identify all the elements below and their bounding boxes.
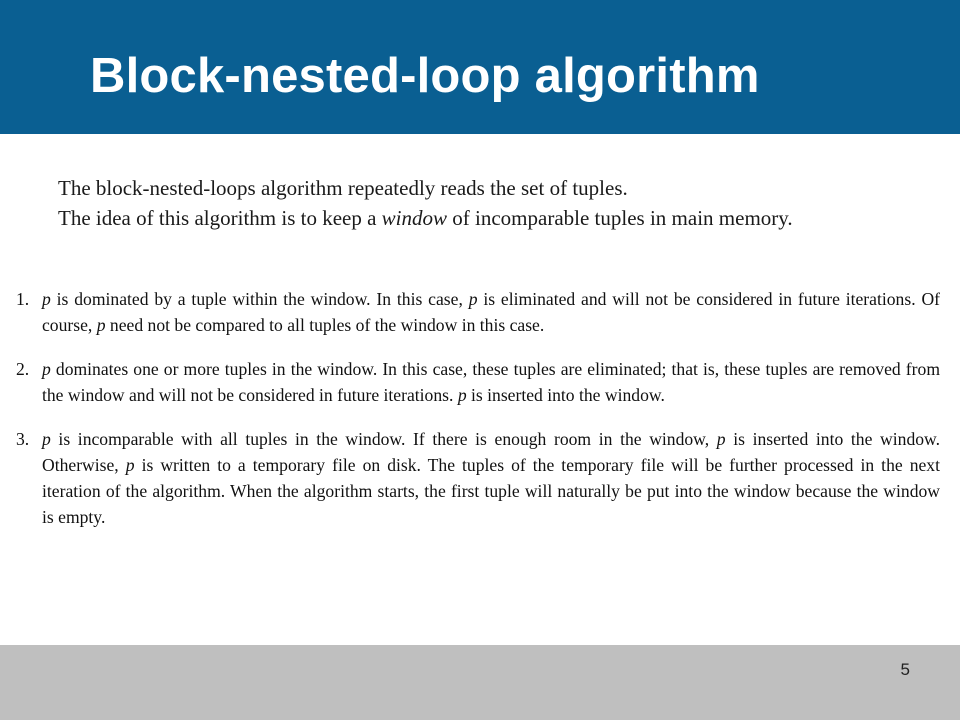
variable-p: p <box>96 315 106 335</box>
case-number: 3. <box>16 429 30 449</box>
page-number: 5 <box>900 660 910 679</box>
variable-p: p <box>42 429 51 449</box>
case-text: is eliminated and will not be considered in future iterations. Of course, <box>42 289 941 335</box>
intro-text <box>58 173 938 233</box>
intro-line-1: The block-nested-loops algorithm repeatedly reads the set of tuples. <box>58 176 628 200</box>
case-text: dominates one or more tuples in the window. In this case, these tuples are eliminated; that is, these tuples are removed from the window and will not be considered in future iterations. <box>42 359 940 405</box>
case-number: 1. <box>16 289 30 309</box>
variable-p: p <box>42 289 51 309</box>
case-text: is dominated by a tuple within the window. In this case, <box>50 289 469 309</box>
case-text: is inserted into the window. Otherwise, <box>42 429 940 475</box>
variable-p: p <box>468 289 478 309</box>
case-text: is written to a temporary file on disk. The tuples of the temporary file will be further processed in the next iteration of the algorithm. When the algorithm starts, the first tuple will naturally be put into the window because the window is empty. <box>42 455 940 527</box>
case-text: is incomparable with all tuples in the window. If there is enough room in the window, <box>50 429 717 449</box>
variable-p: p <box>716 429 726 449</box>
case-item-1 <box>16 286 940 338</box>
case-text: need not be compared to all tuples of the window in this case. <box>105 315 545 335</box>
case-list <box>16 286 940 530</box>
intro-line-2-end: of incomparable tuples in main memory. <box>447 206 793 230</box>
intro-line-2 <box>58 203 938 233</box>
case-item-3 <box>16 426 940 530</box>
variable-p: p <box>457 385 467 405</box>
variable-p: p <box>42 359 51 379</box>
variable-p: p <box>125 455 135 475</box>
footer-bar <box>0 645 960 720</box>
case-text: is inserted into the window. <box>466 385 665 405</box>
slide-title: Block-nested-loop algorithm <box>90 49 760 103</box>
intro-line-2-start: The idea of this algorithm is to keep a <box>58 206 382 230</box>
case-number: 2. <box>16 359 30 379</box>
case-item-2 <box>16 356 940 408</box>
window-term: window <box>381 206 448 230</box>
